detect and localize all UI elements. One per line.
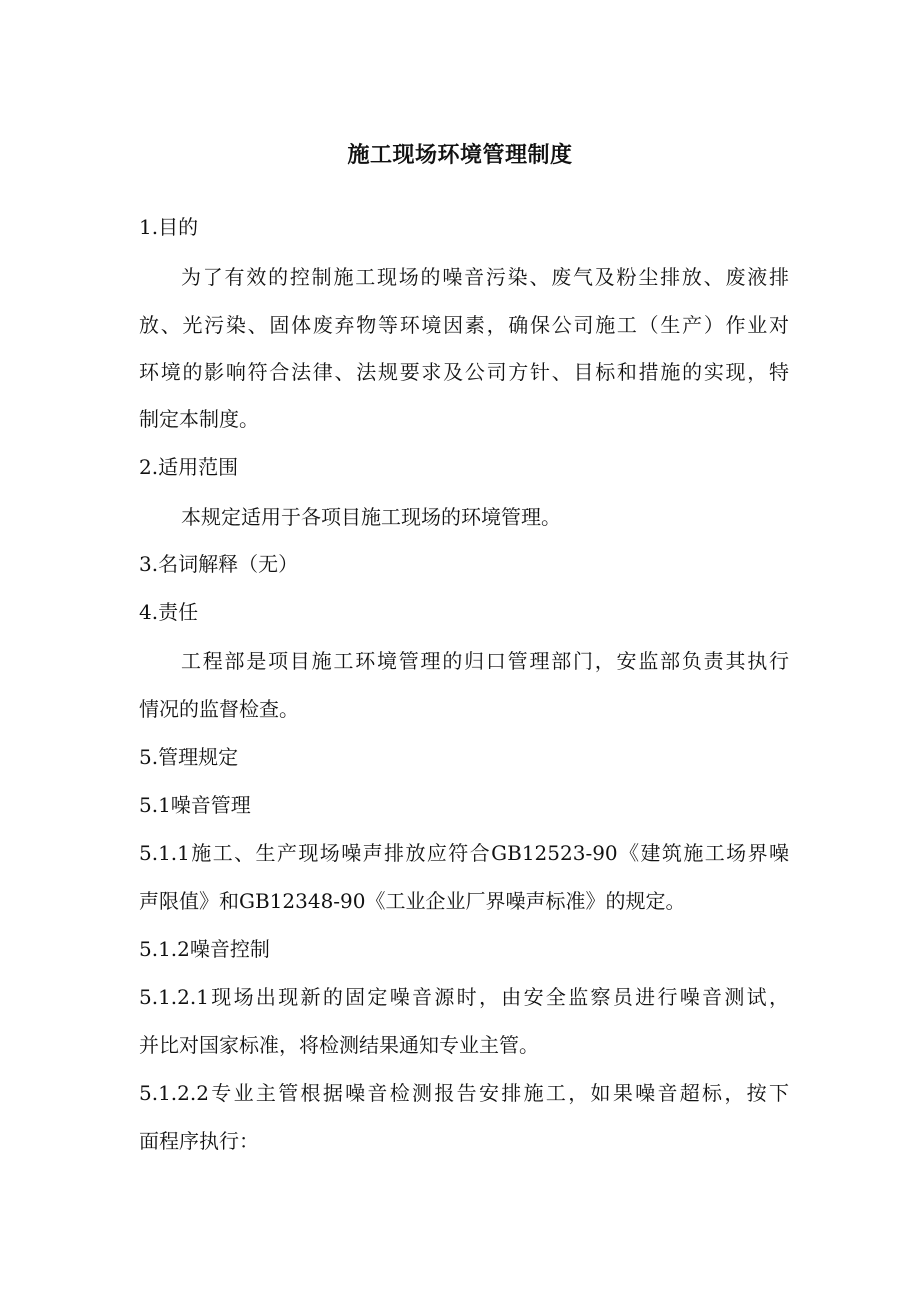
subsection-heading: 5.1.2噪音控制 — [139, 937, 270, 961]
paragraph-line: 情况的监督检查。 — [139, 697, 299, 721]
paragraph-line: 放、光污染、固体废弃物等环境因素，确保公司施工（生产）作业对 — [139, 313, 789, 337]
section-3-heading: 3.名词解释（无） — [139, 552, 299, 576]
paragraph-line: 本规定适用于各项目施工现场的环境管理。 — [181, 505, 561, 529]
paragraph-line: 声限值》和GB12348-90《工业企业厂界噪声标准》的规定。 — [139, 889, 686, 913]
paragraph-line: 并比对国家标准，将检测结果通知专业主管。 — [139, 1033, 539, 1057]
paragraph-line: 面程序执行： — [139, 1129, 259, 1153]
section-5-heading: 5.管理规定 — [139, 745, 239, 769]
paragraph-line: 5.1.2.1现场出现新的固定噪音源时，由安全监察员进行噪音测试， — [139, 985, 789, 1009]
section-2-heading: 2.适用范围 — [139, 455, 239, 479]
subsection-heading: 5.1噪音管理 — [139, 793, 251, 817]
paragraph-line: 环境的影响符合法律、法规要求及公司方针、目标和措施的实现，特 — [139, 360, 789, 384]
section-1-heading: 1.目的 — [139, 215, 199, 239]
paragraph-line: 制定本制度。 — [139, 407, 259, 431]
paragraph-line: 5.1.2.2专业主管根据噪音检测报告安排施工，如果噪音超标，按下 — [139, 1081, 789, 1105]
paragraph-line: 为了有效的控制施工现场的噪音污染、废气及粉尘排放、废液排 — [181, 265, 789, 289]
paragraph-line: 工程部是项目施工环境管理的归口管理部门，安监部负责其执行 — [181, 649, 789, 673]
paragraph-line: 5.1.1施工、生产现场噪声排放应符合GB12523-90《建筑施工场界噪 — [139, 841, 789, 865]
document-title: 施工现场环境管理制度 — [347, 143, 573, 168]
section-4-heading: 4.责任 — [139, 600, 199, 624]
